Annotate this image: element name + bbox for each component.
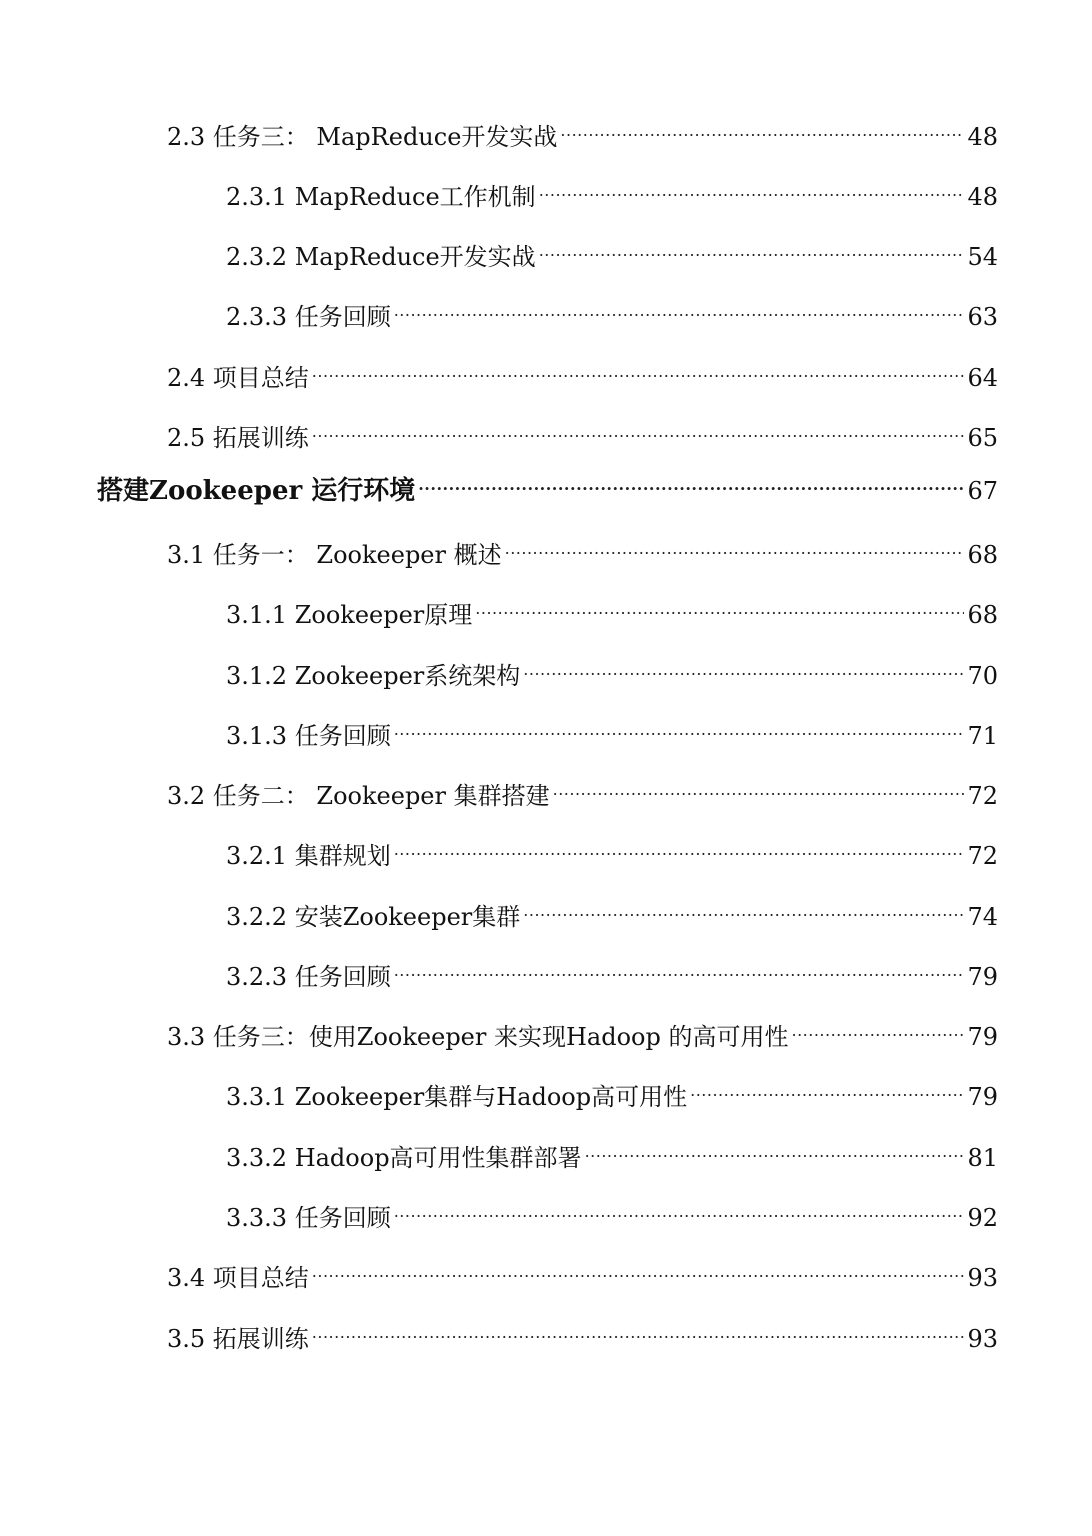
toc-entry-title: 3.1.2 Zookeeper系统架构 — [226, 662, 521, 690]
toc-dot-leader — [523, 650, 964, 684]
toc-dot-leader — [312, 352, 965, 386]
toc-entry-3-2-3[interactable] — [226, 951, 998, 991]
toc-entry-3-3-2[interactable] — [226, 1132, 998, 1172]
toc-entry-3-5[interactable] — [167, 1313, 998, 1353]
toc-entry-2-3[interactable] — [167, 111, 998, 151]
toc-page-number: 48 — [967, 123, 998, 151]
toc-entry-title: 3.2.1 集群规划 — [226, 842, 391, 870]
toc-dot-leader — [523, 891, 964, 925]
toc-dot-leader — [539, 231, 965, 265]
toc-entry-3-4[interactable] — [167, 1252, 998, 1292]
toc-entry-title: 2.3.3 任务回顾 — [226, 303, 391, 331]
toc-entry-title: 3.2.2 安装Zookeeper集群 — [226, 903, 521, 931]
toc-page-number: 74 — [967, 903, 998, 931]
toc-entry-3-3-1[interactable] — [226, 1071, 998, 1111]
toc-entry-3-3-3[interactable] — [226, 1192, 998, 1232]
toc-entry-2-3-2[interactable] — [226, 231, 998, 271]
toc-dot-leader — [394, 710, 965, 744]
toc-dot-leader — [312, 1313, 965, 1347]
toc-page-number: 81 — [967, 1144, 998, 1172]
toc-page-number: 93 — [967, 1325, 998, 1353]
toc-entry-title: 3.3 任务三：使用Zookeeper 来实现Hadoop 的高可用性 — [167, 1023, 789, 1051]
toc-entry-title: 3.3.1 Zookeeper集群与Hadoop高可用性 — [226, 1083, 688, 1111]
toc-entry-2-3-1[interactable] — [226, 171, 998, 211]
toc-entry-3-3[interactable] — [167, 1011, 998, 1051]
toc-entry-3-2-1[interactable] — [226, 830, 998, 870]
toc-entry-title: 2.3.2 MapReduce开发实战 — [226, 243, 536, 271]
toc-page-number: 79 — [967, 1023, 998, 1051]
toc-page-number: 92 — [967, 1204, 998, 1232]
toc-dot-leader — [539, 171, 965, 205]
toc-chapter-3[interactable] — [97, 465, 998, 506]
toc-entry-3-1-1[interactable] — [226, 589, 998, 629]
toc-entry-title: 3.2 任务二： Zookeeper 集群搭建 — [167, 782, 550, 810]
toc-dot-leader — [418, 465, 964, 499]
toc-entry-title: 3.5 拓展训练 — [167, 1325, 309, 1353]
toc-dot-leader — [791, 1011, 964, 1045]
toc-page-number: 48 — [967, 183, 998, 211]
toc-dot-leader — [505, 529, 965, 563]
toc-dot-leader — [312, 412, 965, 446]
toc-dot-leader — [690, 1071, 964, 1105]
toc-entry-3-1-2[interactable] — [226, 650, 998, 690]
toc-page-number: 63 — [967, 303, 998, 331]
toc-entry-title: 2.3 任务三： MapReduce开发实战 — [167, 123, 558, 151]
toc-entry-title: 3.1.1 Zookeeper原理 — [226, 601, 473, 629]
toc-dot-leader — [394, 951, 965, 985]
toc-entry-3-2-2[interactable] — [226, 891, 998, 931]
toc-entry-title: 3.2.3 任务回顾 — [226, 963, 391, 991]
toc-entry-3-1-3[interactable] — [226, 710, 998, 750]
toc-entry-3-1[interactable] — [167, 529, 998, 569]
toc-chapter-title: 搭建Zookeeper 运行环境 — [97, 476, 416, 506]
toc-page-number: 79 — [967, 963, 998, 991]
toc-dot-leader — [553, 770, 965, 804]
toc-entry-2-3-3[interactable] — [226, 291, 998, 331]
toc-entry-title: 3.4 项目总结 — [167, 1264, 309, 1292]
toc-dot-leader — [585, 1132, 965, 1166]
toc-dot-leader — [312, 1252, 965, 1286]
toc-dot-leader — [560, 111, 964, 145]
toc-entry-title: 3.3.2 Hadoop高可用性集群部署 — [226, 1144, 582, 1172]
toc-entry-title: 3.1.3 任务回顾 — [226, 722, 391, 750]
toc-page-number: 72 — [967, 782, 998, 810]
toc-page-number: 71 — [967, 722, 998, 750]
toc-page-number: 64 — [967, 364, 998, 392]
toc-page-number: 93 — [967, 1264, 998, 1292]
toc-entry-2-4[interactable] — [167, 352, 998, 392]
toc-entry-title: 3.1 任务一： Zookeeper 概述 — [167, 541, 502, 569]
toc-entry-title: 2.5 拓展训练 — [167, 424, 309, 452]
toc-entry-title: 2.3.1 MapReduce工作机制 — [226, 183, 536, 211]
toc-page-number: 79 — [967, 1083, 998, 1111]
toc-page-number: 70 — [967, 662, 998, 690]
toc-dot-leader — [394, 830, 965, 864]
toc-page-number: 54 — [967, 243, 998, 271]
toc-page-number: 67 — [967, 477, 998, 505]
toc-page-number: 65 — [967, 424, 998, 452]
toc-dot-leader — [475, 589, 964, 623]
toc-entry-title: 2.4 项目总结 — [167, 364, 309, 392]
toc-page-number: 72 — [967, 842, 998, 870]
toc-entry-title: 3.3.3 任务回顾 — [226, 1204, 391, 1232]
toc-entry-3-2[interactable] — [167, 770, 998, 810]
toc-entry-2-5[interactable] — [167, 412, 998, 452]
toc-dot-leader — [394, 1192, 965, 1226]
toc-page-number: 68 — [967, 601, 998, 629]
toc-page-number: 68 — [967, 541, 998, 569]
toc-dot-leader — [394, 291, 965, 325]
